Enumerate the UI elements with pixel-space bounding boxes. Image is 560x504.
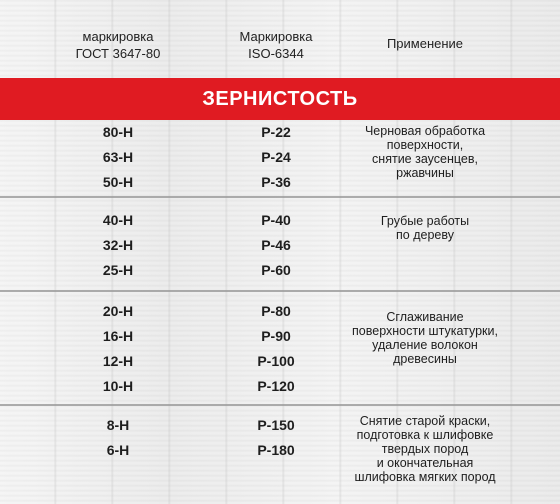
application-line: и окончательная xyxy=(376,456,474,470)
application-line: Сглаживание xyxy=(386,310,464,324)
iso-value: P-180 xyxy=(257,442,295,458)
header-iso-line1: Маркировка xyxy=(239,29,313,44)
section-banner xyxy=(0,78,560,120)
application-line: твердых пород xyxy=(381,442,469,456)
application-text xyxy=(330,124,520,180)
application-line: ржавчины xyxy=(396,166,454,180)
gost-value: 32-Н xyxy=(102,237,134,253)
application-line: поверхности, xyxy=(386,138,464,152)
iso-value: P-80 xyxy=(261,303,291,319)
header-gost-line1: маркировка xyxy=(82,29,154,44)
iso-value: P-120 xyxy=(257,378,295,394)
gost-value: 40-Н xyxy=(102,212,134,228)
iso-value: P-22 xyxy=(261,124,291,140)
application-text xyxy=(330,214,520,242)
gost-value: 80-Н xyxy=(102,124,134,140)
iso-value: P-90 xyxy=(261,328,291,344)
iso-value: P-24 xyxy=(261,149,291,165)
application-text xyxy=(330,310,520,366)
application-line: Грубые работы xyxy=(380,214,470,228)
gost-value: 25-Н xyxy=(102,262,134,278)
application-line: Черновая обработка xyxy=(364,124,486,138)
application-line: снятие заусенцев, xyxy=(372,152,478,166)
table-header xyxy=(0,0,560,78)
iso-value: P-150 xyxy=(257,417,295,433)
iso-value: P-100 xyxy=(257,353,295,369)
header-gost-marking xyxy=(40,28,196,62)
application-line: удаление волокон xyxy=(372,338,478,352)
header-gost-line2: ГОСТ 3647-80 xyxy=(75,46,161,61)
header-iso-line2: ISO-6344 xyxy=(248,46,304,61)
application-line: поверхности штукатурки, xyxy=(352,324,498,338)
application-line: древесины xyxy=(393,352,457,366)
application-line: по дереву xyxy=(396,228,454,242)
gost-value: 20-Н xyxy=(102,303,134,319)
row-divider xyxy=(0,290,560,292)
iso-value: P-40 xyxy=(261,212,291,228)
banner-title: ЗЕРНИСТОСТЬ xyxy=(202,87,358,110)
gost-value: 63-Н xyxy=(102,149,134,165)
gost-value: 50-Н xyxy=(102,174,134,190)
iso-value: P-60 xyxy=(261,262,291,278)
header-application: Применение xyxy=(386,36,464,51)
application-text xyxy=(330,414,520,484)
row-divider xyxy=(0,404,560,406)
iso-value: P-46 xyxy=(261,237,291,253)
gost-value: 10-Н xyxy=(102,378,134,394)
gost-value: 6-Н xyxy=(106,442,130,458)
gost-value: 8-Н xyxy=(106,417,130,433)
application-line: шлифовка мягких пород xyxy=(354,470,496,484)
application-line: подготовка к шлифовке xyxy=(356,428,494,442)
application-line: Снятие старой краски, xyxy=(359,414,491,428)
gost-value: 12-Н xyxy=(102,353,134,369)
row-divider xyxy=(0,196,560,198)
gost-value: 16-Н xyxy=(102,328,134,344)
iso-value: P-36 xyxy=(261,174,291,190)
